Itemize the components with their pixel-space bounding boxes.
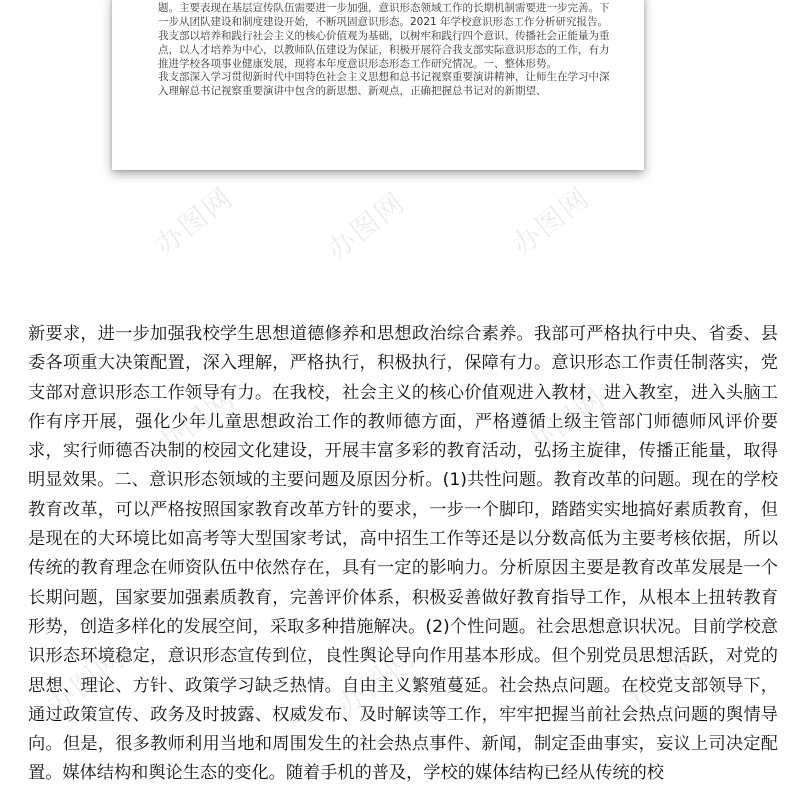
- watermark: 办图网: [620, 640, 712, 722]
- watermark: 办图网: [330, 640, 422, 722]
- watermark: 办图网: [148, 180, 240, 262]
- preview-paragraph: 我支部以培养和践行社会主义的核心价值观为基础，以树牢和践行四个意识、传播社会正能量为重点，以人才培养为中心，以教师队伍建设为保证，积极开展符合我支部实际意识形态的工作，有力推进学校各项事业健康发展，现将本年度意识形态形态工作研究情况。一、整体形势。: [158, 29, 610, 70]
- watermark: 办图网: [520, 380, 612, 462]
- preview-paragraph: 题。主要表现在基层宣传队伍需要进一步加强，意识形态领域工作的长期机制需要进一步完善。下一步从团队建设和制度建设开始，不断巩固意识形态。2021 年学校意识形态工作分析研究报告。: [158, 1, 610, 28]
- watermark: 办图网: [40, 640, 132, 722]
- document-preview-card: [112, 0, 644, 170]
- watermark: 办图网: [505, 180, 597, 262]
- watermark: 办图网: [320, 185, 412, 267]
- document-body-text: 新要求，进一步加强我校学生思想道德修养和思想政治综合素养。我部可严格执行中央、省委、县委各项重大决策配置，深入理解，严格执行，积极执行，保障有力。意识形态工作责任制落实，党支部对意识形态工作领导有力。在我校，社会主义的核心价值观进入教材，进入教室，进入头脑工作有序开展，强化少年儿童思想政治工作的教师德方面，严格遵循上级主管部门师德师风评价要求，实行师德否决制的校园文化建设，开展丰富多彩的教育活动，弘扬主旋律，传播正能量，取得明显效果。二、意识形态领域的主要问题及原因分析。(1)共性问题。教育改革的问题。现在的学校教育改革，可以严格按照国家教育改革方针的要求，一步一个脚印，踏踏实实地搞好素质教育，但是现在的大环境比如高考等大型国家考试，高中招生工作等还是以分数高低为主要考核依据，所以传统的教育理念在师资队伍中依然存在，具有一定的影响力。分析原因主要是教育改革发展是一个长期问题，国家要加强素质教育，完善评价体系，积极妥善做好教育指导工作，从根本上扭转教育形势，创造多样化的发展空间，采取多种措施解决。(2)个性问题。社会思想意识状况。目前学校意识形态环境稳定，意识形态宣传到位，良性舆论导向作用基本形成。但个别党员思想活跃，对党的思想、理论、方针、政策学习缺乏热情。自由主义繁殖蔓延。社会热点问题。在校党支部领导下，通过政策宣传、政务及时披露、权威发布、及时解读等工作，牢牢把握当前社会热点问题的舆情导向。但是，很多教师利用当地和周围发生的社会热点事件、新闻，制定歪曲事实，妄议上司决定配置。媒体结构和舆论生态的变化。随着手机的普及，学校的媒体结构已经从传统的校: [28, 324, 778, 784]
- preview-paragraph: 我支部深入学习贯彻新时代中国特色社会主义思想和总书记视察重要演讲精神，让师生在学习中深入理解总书记视察重要演讲中包含的新思想、新观点，正确把握总书记对的新期望、: [158, 71, 610, 98]
- preview-text: [158, 0, 610, 99]
- watermark: 办图网: [150, 380, 242, 462]
